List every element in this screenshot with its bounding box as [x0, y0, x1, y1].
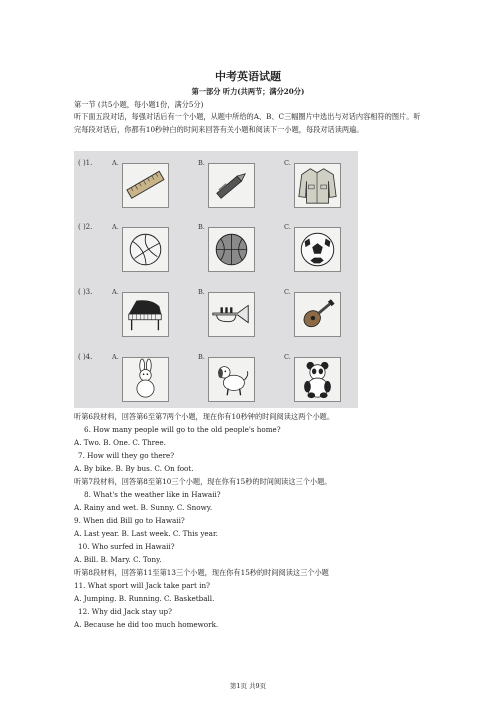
options-11: A. Jumping. B. Running. C. Basketball.: [74, 594, 215, 603]
page-title: 中考英语试题: [215, 70, 281, 83]
question-10: 10. Who surfed in Hawaii?: [78, 542, 175, 551]
option-2b: B.: [198, 223, 205, 231]
part-heading: 第一部分 听力(共两节；满分20分): [191, 87, 305, 96]
question-9: 9. When did Bill go to Hawaii?: [74, 516, 185, 525]
options-9: A. Last year. B. Last week. C. This year.: [74, 529, 218, 538]
options-12: A. Because he did too much homework.: [74, 620, 219, 629]
options-8: A. Rainy and wet. B. Sunny. C. Snowy.: [74, 503, 213, 512]
option-3a: A.: [112, 288, 119, 296]
section1-instructions: 听下面五段对话，每强对话后有一个小题，从题中所给的A、B、C三幅圈片中选出与对话内容相符的图片。听完每段对话后，你都有10秒钟白的时间来回答有关小题和阅读下一小题，每段对话读两遍。: [74, 112, 421, 134]
rabbit-icon: [122, 357, 169, 402]
question-6: 6. How many people will go to the old people's home?: [84, 425, 281, 434]
piano-icon: [122, 292, 169, 337]
page-footer: 第1页 共9页: [229, 682, 267, 690]
option-1b: B.: [198, 159, 205, 167]
option-1c: C.: [284, 159, 291, 167]
picture-questions-scan: [74, 151, 358, 408]
question-1-label: ( )1.: [78, 159, 93, 167]
option-4b: B.: [198, 353, 205, 361]
material-6-instructions: 听第6段材料，回答第6至第7两个小题，现在你有10秒钟的时间阅读这两个小题。: [74, 412, 335, 421]
question-11: 11. What sport will Jack take part in?: [74, 581, 210, 590]
pen-icon: [208, 163, 255, 208]
section1-heading: 第一节 (共5小题，每小题1份，满分5分): [74, 100, 204, 109]
option-2c: C.: [284, 223, 291, 231]
guitar-icon: [294, 292, 341, 337]
question-12: 12. Why did Jack stay up?: [78, 607, 172, 616]
material-8-instructions: 听第8段材料，回答第11至第13三个小题，现在你有15秒的时间阅读这三个小题: [74, 568, 329, 577]
option-3b: B.: [198, 288, 205, 296]
ruler-icon: [122, 163, 169, 208]
trumpet-icon: [208, 292, 255, 337]
option-2a: A.: [112, 223, 119, 231]
dog-icon: [208, 357, 255, 402]
option-3c: C.: [284, 288, 291, 296]
question-7: 7. How will they go there?: [78, 451, 175, 460]
options-6: A. Two. B. One. C. Three.: [74, 438, 166, 447]
soccer-ball-icon: [294, 227, 341, 272]
jacket-icon: [294, 163, 341, 208]
question-3-label: ( )3.: [78, 288, 93, 296]
options-7: A. By bike. B. By bus. C. On foot.: [74, 464, 194, 473]
material-7-instructions: 听第7段材料，回答第8至第10三个小题，现在你有15秒的时间阅读这三个小题。: [74, 477, 332, 486]
volleyball-icon: [122, 227, 169, 272]
question-2-label: ( )2.: [78, 223, 93, 231]
basketball-icon: [208, 227, 255, 272]
panda-icon: [294, 357, 341, 402]
option-1a: A.: [112, 159, 119, 167]
options-10: A. Bill. B. Mary. C. Tony.: [74, 555, 162, 564]
option-4c: C.: [284, 353, 291, 361]
question-8: 8. What's the weather like in Hawaii?: [84, 490, 221, 499]
question-4-label: ( )4.: [78, 353, 93, 361]
option-4a: A.: [112, 353, 119, 361]
